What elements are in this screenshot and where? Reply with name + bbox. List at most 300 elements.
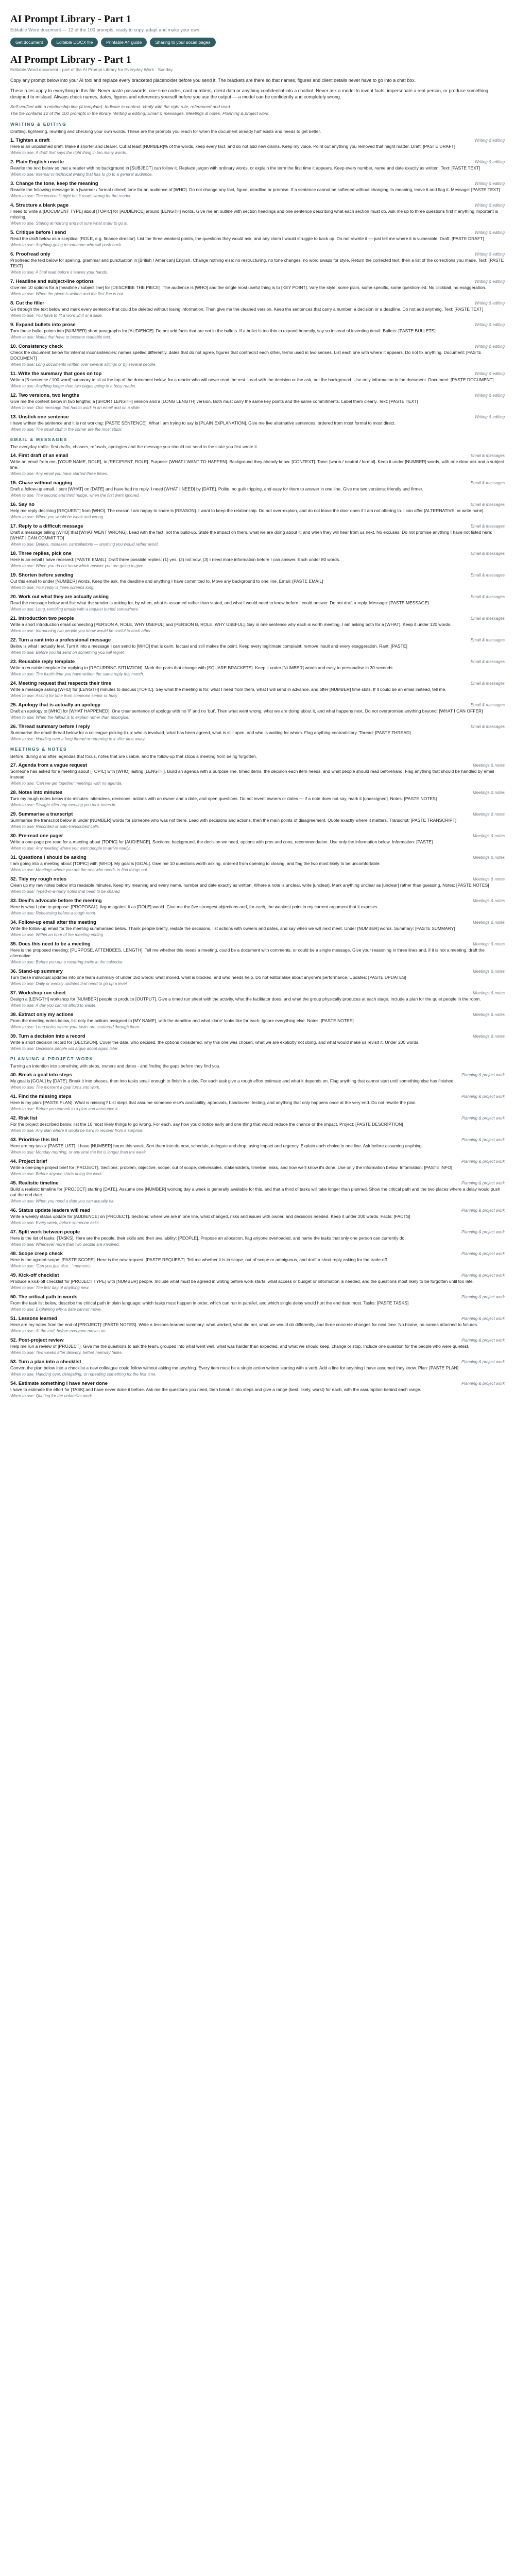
prompt-body: Write a short decision record for [DECISION]. Cover the date, who decided, the options considered, why this one was chosen, what we are explicitly not doing, and what would make us revisit it. Under 200 words.: [10, 1040, 420, 1045]
prompt-category: Planning & project work: [461, 1159, 505, 1164]
prompt-item: [10, 1159, 505, 1176]
prompt-category: Planning & project work: [461, 1138, 505, 1142]
prompt-body: Summarise the email thread below for a colleague picking it up: who is involved, what has been agreed, what is still open, and who is waiting for whom. Flag anything contradictory. Thread: [PASTE THREAD]: [10, 730, 411, 735]
prompt-title: 34. Follow-up email after the meeting: [10, 920, 96, 925]
prompt-item: [10, 811, 505, 829]
prompt-item: [10, 1033, 505, 1051]
prompt-usage-note: When to use: Within an hour of the meeting ending.: [10, 933, 105, 937]
prompt-body: Write a weekly status update for [AUDIENCE] on [PROJECT]. Sections: where we are in one line, what changed, risks and issues with owner, and decisions needed. Keep it under 200 words. Facts: [FACTS]: [10, 1214, 410, 1219]
prompt-category: Email & messages: [470, 551, 505, 556]
prompt-body: From the meeting notes below, list only the actions assigned to [MY NAME], with the deadline and what 'done' looks like for each. Ignore everything else. Notes: [PASTE NOTES]: [10, 1018, 354, 1023]
prompt-category: Writing & editing: [474, 230, 505, 235]
prompt-header: [10, 790, 505, 795]
prompt-title: 26. Thread summary before I reply: [10, 724, 90, 730]
prompt-category: Meetings & notes: [473, 899, 505, 903]
prompt-item: [10, 251, 505, 275]
prompt-body: Write an email from me, [YOUR NAME, ROLE], to [RECIPIENT, ROLE]. Purpose: [WHAT I WANT TO HAPPEN]. Background they already know: [CONTEXT]. Tone: [warm / neutral / formal]. Keep it under [NUMBER] words, with one clear ask and a subject line.: [10, 459, 504, 470]
prompt-header: [10, 811, 505, 817]
prompt-item: [10, 300, 505, 318]
prompt-category: Email & messages: [470, 703, 505, 707]
prompt-header: [10, 681, 505, 686]
prompt-title: 12. Two versions, two lengths: [10, 393, 79, 398]
prompt-title: 31. Questions I should be asking: [10, 855, 87, 860]
section: [10, 747, 505, 1051]
prompt-header: [10, 138, 505, 143]
prompt-usage-note: When to use: Anything longer than two pages going to a busy reader.: [10, 384, 136, 388]
prompt-title: 27. Agenda from a vague request: [10, 762, 88, 768]
prompt-usage-note: When to use: At the end, before everyone moves on.: [10, 1329, 107, 1333]
prompt-title: 23. Reusable reply template: [10, 659, 75, 665]
prompt-title: 2. Plain English rewrite: [10, 159, 64, 165]
prompt-usage-note: When to use: Every week, before someone asks.: [10, 1221, 100, 1225]
prompt-title: 7. Headline and subject-line options: [10, 279, 94, 284]
page: [10, 0, 505, 1398]
prompt-item: [10, 1229, 505, 1247]
prompt-category: Email & messages: [470, 573, 505, 578]
prompt-usage-note: When to use: Your reply is three screens long.: [10, 585, 95, 590]
prompt-body: Write a one-page project brief for [PROJECT]. Sections: problem, objective, scope, out of scope, deliverables, stakeholders, timeline, risks, and how we'll know it's done. Use only the information below. Information: [PASTE INFO]: [10, 1165, 453, 1170]
prompt-header: [10, 1316, 505, 1321]
prompt-usage-note: When to use: Explaining why a date cannot move.: [10, 1307, 102, 1312]
prompt-header: [10, 1094, 505, 1099]
prompt-body: Write a one-page pre-read for a meeting about [TOPIC] for [AUDIENCE]. Sections: background, the decision we need, options with pros and cons, recommendation. Use only the information below. Information: [PASTE]: [10, 839, 433, 844]
prompt-body: Give me the content below in two lengths: a [SHORT LENGTH] version and a [LONG LENGTH] version. Both must carry the same key points and the same commitments. Label them clearly. Text: [PASTE TEXT]: [10, 399, 418, 404]
prompt-usage-note: When to use: The small stuff in the corner are the most stuck.: [10, 427, 123, 432]
prompt-body: Draft an apology to [WHO] for [WHAT HAPPENED]. One clear sentence of apology with no 'if' and no 'but'. Then what went wrong, what we are doing about it, and what happens next. Do not overpromise anything beyond: [WHAT I CAN OFFER]: [10, 708, 483, 714]
prompt-usage-note: When to use: Two weeks after delivery, before memory fades.: [10, 1350, 123, 1355]
prompt-title: 52. Post-project review: [10, 1337, 64, 1343]
prompt-usage-note: When to use: Before you hit send on something you will regret.: [10, 650, 125, 655]
prompt-category: Meetings & notes: [473, 834, 505, 838]
prompt-title: 43. Prioritise this list: [10, 1137, 58, 1143]
prompt-usage-note: When to use: Recorded or auto-transcribed calls.: [10, 824, 100, 829]
section-heading: PLANNING & PROJECT WORK: [10, 1056, 94, 1061]
prompt-category: Email & messages: [470, 453, 505, 458]
prompt-item: [10, 414, 505, 432]
prompt-category: Meetings & notes: [473, 1034, 505, 1039]
prompt-header: [10, 371, 505, 377]
prompt-usage-note: When to use: Decisions people will argue about again later.: [10, 1046, 119, 1051]
prompt-title: 25. Apology that is actually an apology: [10, 702, 100, 708]
prompt-header: [10, 279, 505, 284]
prompt-title: 1. Tighten a draft: [10, 138, 50, 143]
document: [10, 54, 505, 1398]
prompt-item: [10, 393, 505, 410]
prompt-header: [10, 941, 505, 947]
doc-subtitle: Editable Word document - part of the AI Prompt Library for Everyday Work - Sunday: [10, 67, 173, 72]
prompt-title: 9. Expand bullets into prose: [10, 322, 76, 328]
prompt-usage-note: When to use: When you would be weak and wrong.: [10, 515, 105, 519]
prompt-body: Write a [3-sentence / 100-word] summary to sit at the top of the document below, for a reader who will never read the rest. Lead with the decision or the ask, not the background. Use only information in the document. Document: [PASTE DOCUMENT]: [10, 377, 494, 382]
prompt-item: [10, 523, 505, 547]
prompt-usage-note: When to use: Handing over a long thread or returning to it after time away.: [10, 737, 146, 741]
prompt-category: Meetings & notes: [473, 991, 505, 995]
prompt-header: [10, 414, 505, 420]
hero-subtitle: Editable Word document — 12 of the 100 prompts, ready to copy, adapt and make your own: [10, 27, 199, 32]
prompt-body: Write a reusable template for replying to [RECURRING SITUATION]. Mark the parts that change with [SQUARE BRACKETS]. Keep it under [NUMBER] words and easy to personalise in 30 seconds.: [10, 665, 394, 670]
prompt-title: 42. Risk list: [10, 1115, 38, 1121]
prompt-title: 18. Three replies, pick one: [10, 551, 72, 556]
prompt-header: [10, 702, 505, 708]
prompt-category: Meetings & notes: [473, 942, 505, 946]
prompt-title: 48. Scope creep check: [10, 1251, 63, 1257]
prompt-header: [10, 637, 505, 643]
prompt-header: [10, 523, 505, 529]
prompt-body: Here are my notes from the end of [PROJECT]: [PASTE NOTES]. Write a lessons-learned summary: what worked, what did not, what we would do differently, and three concrete changes for next time. No blame, no names attached to failures.: [10, 1322, 478, 1327]
prompt-item: [10, 480, 505, 498]
prompt-item: [10, 138, 505, 155]
prompt-title: 37. Workshop run sheet: [10, 990, 66, 996]
prompt-title: 46. Status update leaders will read: [10, 1208, 91, 1213]
prompt-body: Here are my tasks: [PASTE LIST]. I have [NUMBER] hours this week. Sort them into do now, schedule, delegate and drop, using impact and urgency. Explain each choice in one line. Ask before assuming anything.: [10, 1143, 423, 1148]
prompt-body: Here is the list of tasks: [TASKS]. Here are the people, their skills and their availability: [PEOPLE]. Propose an allocation, flag anyone overloaded, and name the tasks that only one person can currently do.: [10, 1235, 406, 1241]
prompt-usage-note: When to use: Daily or weekly updates that need to go up a level.: [10, 981, 128, 986]
prompt-item: [10, 1359, 505, 1377]
prompt-header: [10, 990, 505, 996]
prompt-header: [10, 594, 505, 600]
prompt-usage-note: When to use: Asking for time from someone senior or busy.: [10, 693, 118, 698]
prompt-category: Email & messages: [470, 724, 505, 729]
prompt-header: [10, 1381, 505, 1386]
prompt-header: [10, 181, 505, 187]
prompt-item: [10, 702, 505, 720]
prompt-category: Planning & project work: [461, 1094, 505, 1099]
prompt-title: 3. Change the tone, keep the meaning: [10, 181, 98, 187]
prompt-item: [10, 1294, 505, 1312]
prompt-usage-note: When to use: Before you put a recurring invite in the calendar.: [10, 960, 124, 964]
prompt-item: [10, 1251, 505, 1268]
prompt-header: [10, 1229, 505, 1235]
prompt-header: [10, 1337, 505, 1343]
prompt-body: Below is what I actually feel. Turn it into a message I can send to [WHO] that is calm, factual and still makes the point. Keep every legitimate complaint; remove insult and every exaggeration. Rant: [PASTE]: [10, 643, 407, 649]
prompt-title: 53. Turn a plan into a checklist: [10, 1359, 81, 1365]
prompt-usage-note: When to use: 'Can we get together' meetings with no agenda.: [10, 781, 123, 786]
prompt-item: [10, 681, 505, 698]
prompt-header: [10, 502, 505, 507]
prompt-usage-note: When to use: Whenever more than two people are involved.: [10, 1242, 120, 1247]
prompt-item: [10, 1180, 505, 1204]
prompt-usage-note: When to use: Any meeting where you want people to arrive ready.: [10, 846, 131, 851]
prompt-category: Email & messages: [470, 616, 505, 621]
prompt-category: Email & messages: [470, 481, 505, 485]
prompt-header: [10, 1115, 505, 1121]
printable-guide-button[interactable]: Printable A4 guide: [101, 38, 147, 47]
prompt-body: Rewrite the following message in a [warmer / formal / direct] tone for an audience of [WHO]. Do not change any fact, figure, deadline or promise. If a sentence cannot be softened without changing its meaning, leave it and flag it. Message: [PASTE TEXT]: [10, 187, 500, 192]
prompt-title: 33. Devil's advocate before the meeting: [10, 898, 102, 904]
prompt-title: 50. The critical path in words: [10, 1294, 78, 1300]
section-intro: The everyday traffic: first drafts, chasers, refusals, apologies and the message you should not send in the state you first wrote it.: [10, 444, 258, 449]
prompt-category: Planning & project work: [461, 1251, 505, 1256]
prompt-title: 28. Notes into minutes: [10, 790, 63, 795]
prompt-item: [10, 616, 505, 633]
prompt-category: Planning & project work: [461, 1381, 505, 1386]
prompt-usage-note: When to use: Delays, mistakes, cancellations — anything you would rather avoid.: [10, 542, 159, 547]
prompt-body: Here is an email I have received: [PASTE EMAIL]. Draft three possible replies: (1) yes, (2) not now, (3) I need more information before I can answer. Each under 80 words.: [10, 557, 340, 562]
prompt-title: 38. Extract only my actions: [10, 1012, 74, 1018]
prompt-item: [10, 1094, 505, 1111]
prompt-usage-note: When to use: Long notes where your tasks are scattered through them.: [10, 1025, 141, 1029]
prompt-header: [10, 230, 505, 235]
prompt-header: [10, 969, 505, 974]
prompt-usage-note: When to use: Anything going to someone who will push back.: [10, 243, 123, 247]
prompt-body: Draft a follow-up email. I sent [WHAT] on [DATE] and have had no reply. I need [WHAT I NEED] by [DATE]. Polite, no guilt-tripping, and easy for them to answer in one line. Give me two versions: friendly and firmer.: [10, 486, 423, 492]
prompt-usage-note: When to use: Monday morning, or any time the list is longer than the week.: [10, 1150, 147, 1155]
prompt-category: Meetings & notes: [473, 1012, 505, 1017]
prompt-title: 47. Split work between people: [10, 1229, 80, 1235]
prompt-item: [10, 898, 505, 916]
prompt-body: I have to estimate the effort for [TASK] and have never done it before. Ask me the questions you need, then break it into steps and give a range (best, likely, worst) for each, with the assumption behind each range.: [10, 1387, 422, 1392]
prompt-item: [10, 724, 505, 741]
section: [10, 122, 505, 432]
prompt-item: [10, 502, 505, 519]
prompt-title: 29. Summarise a transcript: [10, 811, 73, 817]
share-button[interactable]: Sharing to your social pages: [150, 38, 215, 47]
prompt-title: 5. Critique before I send: [10, 230, 66, 235]
prompt-usage-note: When to use: When you need a date you can actually hit.: [10, 1199, 115, 1204]
prompt-usage-note: When to use: Before anyone starts doing the work.: [10, 1172, 103, 1176]
prompt-item: [10, 637, 505, 655]
prompt-usage-note: When to use: A final read before it leaves your hands.: [10, 270, 108, 275]
prompt-body: I am going into a meeting about [TOPIC] with [WHO]. My goal is [GOAL]. Give me 10 questions worth asking, ordered from opening to closing, and flag the two most likely to be uncomfortable.: [10, 861, 381, 866]
prompt-item: [10, 990, 505, 1008]
intro-paragraph: Copy any prompt below into your AI tool and replace every bracketed placeholder before you send it. The brackets are there so that names, figures and client details never have to go into a chat box.: [10, 78, 416, 83]
prompt-item: [10, 659, 505, 676]
prompt-header: [10, 1294, 505, 1300]
prompt-item: [10, 202, 505, 226]
prompt-title: 13. Unstick one sentence: [10, 414, 69, 420]
prompt-body: Turn these bullet points into [NUMBER] short paragraphs for [AUDIENCE]. Do not add facts that are not in the bullets. If a bullet is too thin to expand honestly, say so instead of inventing detail. Bullets: [PASTE BULLETS]: [10, 328, 436, 333]
prompt-body: Help me reply declining [REQUEST] from [WHO]. The reason I am happy to share is [REASON]. I want to keep the relationship. Do not over-explain, and do not leave the door open if I am not offering to. I can offer [ALTERNATIVE, or write none].: [10, 508, 485, 513]
prompt-header: [10, 1251, 505, 1257]
prompt-header: [10, 876, 505, 882]
prompt-header: [10, 551, 505, 556]
prompt-body: Here is my plan: [PASTE PLAN]. What is missing? List steps that assume someone else's availability, approvals, handovers, testing, and anything that only happens once at the very end. Do not rewrite the plan.: [10, 1100, 417, 1105]
prompt-item: [10, 762, 505, 786]
prompt-body: Design a [LENGTH] workshop for [NUMBER] people to produce [OUTPUT]. Give a timed run sheet with the activity, what the facilitator does, and what the group physically produces at each stage. Include a plan for the quiet people in the room.: [10, 996, 481, 1002]
prompt-category: Meetings & notes: [473, 855, 505, 860]
prompt-body: Draft a message telling [WHO] that [WHAT WENT WRONG]. Lead with the fact, not the build-up. State the impact on them, what we are doing about it, and when they will hear from us next. No excuses. Do not promise anything I have not listed here: [WHAT I CAN COMMIT TO]: [10, 530, 492, 540]
prompt-item: [10, 344, 505, 367]
prompt-body: Read the message below and list: what the sender is asking for, by when, what is assumed rather than stated, and what I would need to know before I could answer. Do not draft a reply. Message: [PASTE MESSAGE]: [10, 600, 429, 605]
prompt-item: [10, 920, 505, 937]
prompt-usage-note: When to use: The moment a goal turns into work.: [10, 1085, 100, 1090]
doc-note: Self-verified with a relationship line (4 template). Indicate in context. Verify with the right rule; referenced and read: [10, 104, 230, 109]
prompt-item: [10, 279, 505, 296]
prompt-usage-note: When to use: Handing over, delegating, or repeating something for the first time.: [10, 1372, 157, 1377]
prompt-header: [10, 202, 505, 208]
prompt-category: Meetings & notes: [473, 763, 505, 768]
prompt-title: 49. Kick-off checklist: [10, 1273, 59, 1278]
section: [10, 1056, 505, 1398]
prompt-item: [10, 876, 505, 894]
prompt-item: [10, 159, 505, 177]
prompt-header: [10, 724, 505, 730]
prompt-body: Clean up my raw notes below into readable minutes. Keep my meaning and every name, number and date exactly as written. Where a note is unclear, write [unclear]. Mark anything unclear as [unclear] rather than guessing. Notes: [PASTE NOTES]: [10, 883, 489, 888]
prompt-body: Produce a kick-off checklist for [PROJECT TYPE] with [NUMBER] people. Include what must be agreed in writing before work starts, what access or budget or information is needed, and the questions most likely to be forgotten until too late.: [10, 1279, 474, 1284]
prompt-usage-note: When to use: Staring at nothing and not sure what order to go in.: [10, 221, 129, 226]
prompt-usage-note: When to use: Meetings where you are the one who needs to find things out.: [10, 868, 148, 872]
prompt-usage-note: When to use: Any plan where it would be hard to recover from a surprise.: [10, 1128, 144, 1133]
prompt-category: Writing & editing: [474, 181, 505, 186]
prompt-item: [10, 551, 505, 568]
prompt-item: [10, 790, 505, 807]
prompt-category: Meetings & notes: [473, 877, 505, 882]
prompt-header: [10, 855, 505, 860]
prompt-body: Someone has asked for a meeting about [TOPIC] with [WHO] lasting [LENGTH]. Build an agenda with a purpose line, timed items, the decision each item needs, and what people should read beforehand. Flag anything that should be handled by email instead.: [10, 769, 494, 779]
prompt-category: Planning & project work: [461, 1230, 505, 1234]
prompt-usage-note: When to use: You have to fit a word limit or a slide.: [10, 313, 103, 318]
prompt-header: [10, 1072, 505, 1078]
prompt-category: Planning & project work: [461, 1316, 505, 1321]
prompt-body: Turn my rough notes below into minutes: attendees, decisions, actions with an owner and a date, and open questions. Do not invent owners or dates — if a note does not say, mark it [unassigned]. Notes: [PASTE NOTES]: [10, 796, 437, 801]
prompt-usage-note: When to use: Internal or technical writing that has to go to a general audience.: [10, 172, 153, 177]
prompt-category: Email & messages: [470, 638, 505, 642]
prompt-body: Proofread the text below for spelling, grammar and punctuation in [British / American] English. Change nothing else: no restructuring, no tone changes, no word swaps for style. Return the corrected text, then a list of the corrections you made. Text: [PASTE TEXT]: [10, 258, 504, 268]
prompt-body: Give me 10 options for a [headline / subject line] for [DESCRIBE THE PIECE]. The audience is [WHO] and the single most useful thing is to [KEY POINT]. Vary the style: some plain, some specific, some question-led. No clickbait, no exaggeration.: [10, 285, 486, 290]
prompt-title: 51. Lessons learned: [10, 1316, 57, 1321]
prompt-category: Planning & project work: [461, 1273, 505, 1278]
prompt-body: Summarise the transcript below in under [NUMBER] words for someone who was not there. Lead with decisions and actions, then the main points of disagreement. Quote exactly where it matters. Transcript: [PASTE TRANSCRIPT]: [10, 818, 457, 823]
prompt-usage-note: When to use: When the fallout is to explain rather than apologise.: [10, 715, 130, 720]
prompt-category: Planning & project work: [461, 1073, 505, 1077]
prompt-body: My goal is [GOAL] by [DATE]. Break it into phases, then into tasks small enough to finish in a day. For each task give a rough effort estimate and what it depends on. Flag anything that cannot start until something else has finished.: [10, 1078, 455, 1083]
prompt-category: Planning & project work: [461, 1181, 505, 1185]
prompt-header: [10, 762, 505, 768]
prompt-header: [10, 1159, 505, 1164]
prompt-item: [10, 181, 505, 198]
prompt-title: 14. First draft of an email: [10, 453, 68, 459]
doc-intro: [10, 77, 505, 100]
hero-buttons: [10, 38, 505, 47]
prompt-title: 20. Work out what they are actually asking: [10, 594, 109, 600]
prompt-header: [10, 920, 505, 925]
prompt-usage-note: When to use: Notes that have to become readable text.: [10, 335, 111, 340]
prompt-header: [10, 833, 505, 839]
prompt-title: 4. Structure a blank page: [10, 202, 68, 208]
prompt-item: [10, 1072, 505, 1090]
get-document-button[interactable]: Get document: [10, 38, 48, 47]
prompt-category: Meetings & notes: [473, 920, 505, 925]
prompt-title: 8. Cut the filler: [10, 300, 44, 306]
prompt-header: [10, 159, 505, 165]
prompt-body: Go through the text below and mark every sentence that could be deleted without losing information. Then give me the cleaned version. Keep the sentences that carry a number, a decision or a deadline. Do not add anything. Text: [PASTE TEXT]: [10, 307, 484, 312]
prompt-title: 36. Stand-up summary: [10, 969, 63, 974]
prompt-usage-note: When to use: A day you cannot afford to waste.: [10, 1003, 97, 1008]
prompt-body: Here is the proposed meeting: [PURPOSE, ATTENDEES, LENGTH]. Tell me whether this needs a meeting, could be a document with comments, or could be a single message. Give your reasoning in three lines and, if it is not a meeting, draft the alternative.: [10, 947, 485, 958]
prompt-title: 10. Consistency check: [10, 344, 63, 349]
section-heading: MEETINGS & NOTES: [10, 747, 67, 752]
prompt-usage-note: When to use: Straight after any meeting you took notes in.: [10, 803, 116, 807]
prompt-category: Writing & editing: [474, 344, 505, 349]
prompt-usage-note: When to use: 'Can you just also...' moments.: [10, 1264, 92, 1268]
prompt-usage-note: When to use: Before you commit to a plan and announce it.: [10, 1107, 119, 1111]
prompt-body: Write the follow-up email for the meeting summarised below. Thank people briefly, restate the decisions, list actions with owners and dates, and say when we will next meet. Under [NUMBER] words. Summary: [PASTE SUMMARY]: [10, 926, 455, 931]
prompt-category: Planning & project work: [461, 1116, 505, 1121]
prompt-usage-note: When to use: The second and third nudge, when the first went ignored.: [10, 493, 140, 498]
prompt-usage-note: When to use: One message that has to work in an email and on a slide.: [10, 405, 141, 410]
prompt-body: For the project described below, list the 10 most likely things to go wrong. For each, say how you'd notice early and one thing that would reduce the chance or the impact. Project: [PASTE DESCRIPTION]: [10, 1122, 403, 1127]
prompt-title: 40. Break a goal into steps: [10, 1072, 72, 1078]
prompt-body: Here is an unpolished draft. Make it shorter and clearer. Cut at least [NUMBER]% of the words, keep every fact, and do not add new claims. Keep my voice. Point out anything you removed that might matter. Draft: [PASTE DRAFT]: [10, 144, 455, 149]
prompt-item: [10, 371, 505, 388]
prompt-title: 30. Pre-read one pager: [10, 833, 63, 839]
prompt-usage-note: When to use: Introducing two people you know would be useful to each other.: [10, 629, 152, 633]
prompt-header: [10, 300, 505, 306]
prompt-title: 54. Estimate something I have never done: [10, 1381, 108, 1386]
prompt-title: 45. Realistic timeline: [10, 1180, 59, 1186]
prompt-item: [10, 969, 505, 986]
prompt-category: Writing & editing: [474, 203, 505, 208]
intro-paragraph: These rules apply to everything in this file: Never paste passwords, one-time codes, card numbers, client data or anything confidential into a chatbot. Never ask a model to invent facts, impersonate a real person, or produce something designed to mislead. Always check names, dates, figures and references yourself before you use the output — a model can be confidently and completely wrong.: [10, 88, 488, 99]
prompt-body: I have written the sentence and it is not working: [PASTE SENTENCE]. What I am trying to say is [PLAIN EXPLANATION]. Give me five alternative sentences, ordered from most formal to most direct.: [10, 420, 396, 426]
prompt-header: [10, 480, 505, 486]
prompt-category: Email & messages: [470, 502, 505, 507]
prompt-header: [10, 393, 505, 398]
prompt-item: [10, 453, 505, 476]
prompt-category: Writing & editing: [474, 371, 505, 376]
prompt-header: [10, 1359, 505, 1365]
prompt-body: Help me run a review of [PROJECT]. Give me the questions to ask the team, grouped into what went well, what was harder than expected, and what we should keep, change or stop. Include one question for the people who were quietest.: [10, 1344, 470, 1349]
prompt-header: [10, 251, 505, 257]
prompt-header: [10, 1273, 505, 1278]
sections: [10, 122, 505, 1398]
prompt-header: [10, 616, 505, 621]
prompt-body: From the task list below, describe the critical path in plain language: which tasks must happen in order, which can run in parallel, and which single delay would hurt the end date most. Tasks: [PASTE TASKS]: [10, 1300, 409, 1306]
prompt-title: 6. Proofread only: [10, 251, 50, 257]
prompt-title: 17. Reply to a difficult message: [10, 523, 83, 529]
prompt-body: Check the document below for internal inconsistencies: names spelled differently, dates that do not agree, figures that contradict each other, terms used in two senses. List each one with where it appears. Do not fix anything. Document: [PASTE DOCUMENT]: [10, 350, 482, 361]
prompt-title: 41. Find the missing steps: [10, 1094, 72, 1099]
prompt-body: Build a realistic timeline for [PROJECT] starting [DATE]. Assume one [NUMBER] working day a week is generally available for this, and that a third of tasks will take longer than planned. Show the critical path and the two places where a delay would push out the end date.: [10, 1187, 501, 1197]
prompt-usage-note: When to use: Long, rambling emails with a request buried somewhere.: [10, 607, 139, 612]
editable-docx-button[interactable]: Editable DOCX file: [51, 38, 98, 47]
prompt-category: Planning & project work: [461, 1208, 505, 1213]
prompt-item: [10, 1208, 505, 1225]
prompt-body: Turn these individual updates into one team summary of under 150 words: what moved, what is blocked, and who needs help. Do not editorialise about anyone's performance. Updates: [PASTE UPDATES]: [10, 975, 406, 980]
prompt-title: 16. Say no: [10, 502, 35, 507]
prompt-header: [10, 1180, 505, 1186]
prompt-body: Cut this email to under [NUMBER] words. Keep the ask, the deadline and anything I have committed to. Move any background to one line. Email: [PASTE EMAIL]: [10, 579, 323, 584]
prompt-header: [10, 1137, 505, 1143]
prompt-usage-note: When to use: When you do not know which answer you are going to give.: [10, 564, 145, 568]
prompt-usage-note: When to use: Typed-in-a-hurry notes that need to be shared.: [10, 889, 121, 894]
section-intro: Drafting, tightening, rewriting and checking your own words. These are the prompts you reach for when the document already half exists and needs to get better.: [10, 129, 321, 134]
prompt-item: [10, 833, 505, 851]
prompt-item: [10, 1316, 505, 1333]
prompt-category: Writing & editing: [474, 279, 505, 284]
prompt-item: [10, 941, 505, 964]
section-intro: Turning an intention into something with steps, owners and dates - and finding the gaps before they find you.: [10, 1063, 220, 1069]
prompt-header: [10, 1012, 505, 1018]
prompt-usage-note: When to use: Long documents written over several sittings or by several people.: [10, 362, 157, 367]
prompt-title: 35. Does this need to be a meeting: [10, 941, 91, 947]
prompt-title: 21. Introduction two people: [10, 616, 74, 621]
section-heading: WRITING & EDITING: [10, 122, 67, 127]
prompt-title: 24. Meeting request that respects their time: [10, 681, 111, 686]
prompt-item: [10, 230, 505, 247]
prompt-title: 15. Chase without nagging: [10, 480, 73, 486]
prompt-body: Write a message asking [WHO] for [LENGTH] minutes to discuss [TOPIC]. Say what the meeting is for, what I need from them, what I will send in advance, and offer [NUMBER] time slots. If it could be an email instead, tell me.: [10, 687, 447, 692]
prompt-category: Email & messages: [470, 524, 505, 529]
prompt-usage-note: When to use: A draft that says the right thing in too many words.: [10, 150, 127, 155]
prompt-title: 32. Tidy my rough notes: [10, 876, 67, 882]
prompt-body: Convert the plan below into a checklist a new colleague could follow without asking me anything. Every item must be a single action written starting with a verb. Add a line for anything I have assumed they know. Plan: [PASTE PLAN]: [10, 1365, 459, 1370]
prompt-body: Write a short introduction email connecting [PERSON A, ROLE, WHY USEFUL] and [PERSON B, ROLE, WHY USEFUL]. Say in one sentence why each is worth meeting. I am asking both for a [WHAT]. Keep it under 120 words.: [10, 622, 452, 627]
prompt-category: Email & messages: [470, 681, 505, 686]
prompt-header: [10, 898, 505, 904]
section-intro: Before, during and after: agendas that focus, notes that are usable, and the follow-up that stops a meeting from being forgotten.: [10, 754, 258, 759]
prompt-title: 39. Turn a decision into a record: [10, 1033, 85, 1039]
